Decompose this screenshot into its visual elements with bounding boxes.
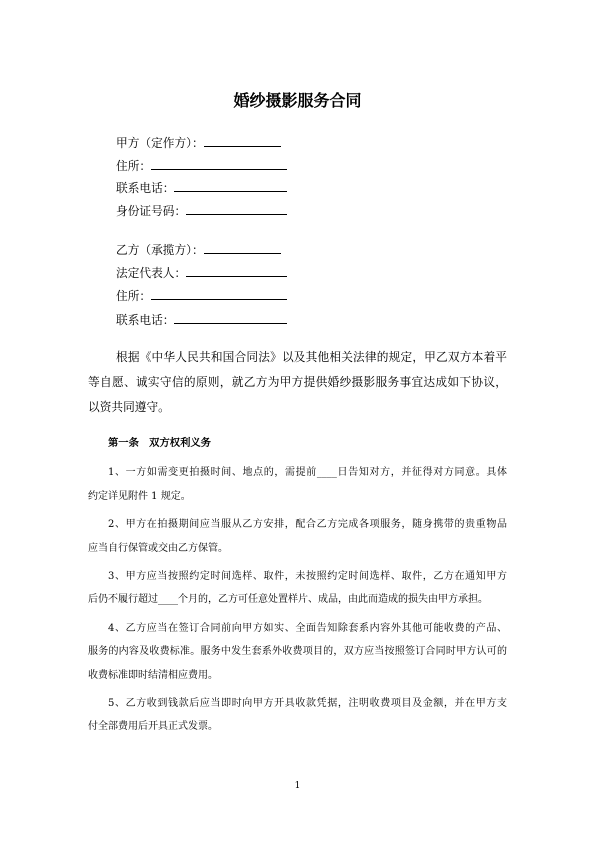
field-label: 乙方（承揽方）： [116,243,204,257]
text-line: 付全部费用后开具正式发票。 [88,721,218,733]
preamble-paragraph [88,345,507,420]
page-number: 1 [294,781,301,791]
field-label: 法定代表人： [116,266,187,281]
party-b-info [116,239,287,332]
clause-item [88,692,507,739]
fill-in-line [186,264,287,277]
field-label: 身份证号码： [116,203,187,218]
fill-in-line [186,202,287,215]
text-line: 以资共同遵守。 [88,399,170,414]
text-line: 2、甲方在拍摄期间应当服从乙方安排，配合乙方完成各项服务，随身携带的贵重物品 [108,519,507,531]
party-a-id-number-field [116,200,287,223]
party-b-address-field [116,285,287,308]
text-line: 1、一方如需变更拍摄时间、地点的，需提前____日告知对方，并征得对方同意。具体 [108,467,507,479]
field-label: 住所： [116,158,152,173]
clause-item [88,461,507,508]
text-line: 服务的内容及收费标准。服务中发生套系外收费项目的，双方应当按照签订合同时甲方认可的 [88,646,507,658]
fill-in-line [174,311,287,324]
party-b-phone-field [116,309,287,332]
text-line: 4、乙方应当在签订合同前向甲方如实、全面告知除套系内容外其他可能收费的产品、 [108,622,507,634]
fill-in-line [204,134,281,147]
text-line: 根据《中华人民共和国合同法》以及其他相关法律的规定，甲乙双方本着平 [116,349,507,364]
fill-in-line [151,287,287,300]
party-b-legal-representative-field [116,262,287,285]
text-line: 约定详见附件 1 规定。 [88,490,191,502]
clause-item [88,513,507,560]
field-label: 联系电话： [116,312,175,327]
article-heading: 第一条 双方权利义务 [108,437,211,449]
fill-in-line [174,179,287,192]
document-title: 婚纱摄影服务合同 [233,91,362,110]
text-line: 等自愿、诚实守信的原则，就乙方为甲方提供婚纱摄影服务事宜达成如下协议， [88,374,507,389]
clause-item [88,565,507,612]
clause-list [88,461,507,743]
text-line: 应当自行保管或交由乙方保管。 [88,542,228,554]
text-line: 5、乙方收到钱款后应当即时向甲方开具收款凭据，注明收费项目及金额，并在甲方支 [108,697,507,709]
party-a-phone-field [116,177,287,200]
fill-in-line [151,157,287,170]
text-line: 后仍不履行超过____个月的，乙方可任意处置样片、成品，由此而造成的损失由甲方承担。 [88,594,488,606]
field-label: 甲方（定作方）： [116,136,204,150]
field-label: 住所： [116,289,152,304]
clause-item [88,617,507,687]
party-a-info [116,132,287,222]
text-line: 收费标准即时结清相应费用。 [88,669,218,681]
text-line: 3、甲方应当按照约定时间选样、取件，未按照约定时间选样、取件，乙方在通知甲方 [108,570,507,582]
party-b-name-field [116,239,281,262]
party-a-address-field [116,155,287,178]
field-label: 联系电话： [116,181,175,196]
party-a-name-field [116,132,281,155]
fill-in-line [204,241,281,254]
